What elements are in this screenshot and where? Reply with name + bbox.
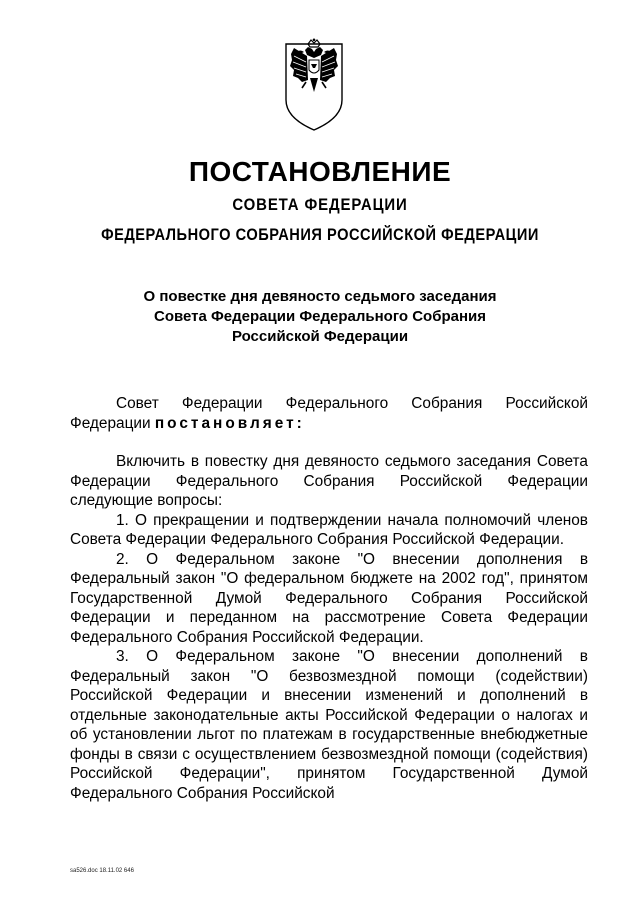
subject-line: Совета Федерации Федерального Собрания	[153, 308, 487, 325]
subject-line: Российской Федерации	[231, 328, 409, 345]
file-info-footer: sa526.doc 18.11.02 646	[70, 868, 134, 874]
document-subtitle-assembly: ФЕДЕРАЛЬНОГО СОБРАНИЯ РОССИЙСКОЙ ФЕДЕРАЦИИ	[101, 225, 539, 244]
document-subject	[0, 287, 640, 347]
document-subtitle-council: СОВЕТА ФЕДЕРАЦИИ	[232, 195, 408, 214]
subject-line: О повестке дня девяносто седьмого заседания	[143, 288, 497, 305]
decree-word: постановляет:	[154, 414, 305, 432]
preamble-text: Совет Федерации Федерального Собрания Российской Федерации	[70, 395, 588, 432]
agenda-item: 3. О Федеральном законе "О внесении дополнений в Федеральный закон "О безвозмездной помощи (содействии) Российской Федерации и внесении изменений и дополнений в отдельные законодательные акты Российской Федерации о налогах и об установлении льгот по платежам в государственные внебюджетные фонды в связи с осуществлением безвозмездной помощи (содействия) Российской Федерации", принятом Государственной Думой Федерального Собрания Российской	[70, 648, 588, 802]
document-title: ПОСТАНОВЛЕНИЕ	[188, 156, 452, 187]
agenda-item: 1. О прекращении и подтверждении начала полномочий членов Совета Федерации Федерального Собрания Российской Федерации.	[70, 511, 588, 548]
agenda-item: 2. О Федеральном законе "О внесении дополнения в Федеральный закон "О федеральном бюджете на 2002 год", принятом Государственной Думой Федерального Собрания Российской Федерации и переданном на рассмотрение Совета Федерации Федерального Собрания Российской Федерации.	[70, 550, 588, 646]
document-body	[70, 394, 588, 803]
intro-paragraph: Включить в повестку дня девяносто седьмого заседания Совета Федерации Федерального Собрания Российской Федерации следующие вопросы:	[70, 453, 588, 509]
coat-of-arms-emblem	[282, 38, 346, 132]
preamble-paragraph	[70, 394, 588, 433]
